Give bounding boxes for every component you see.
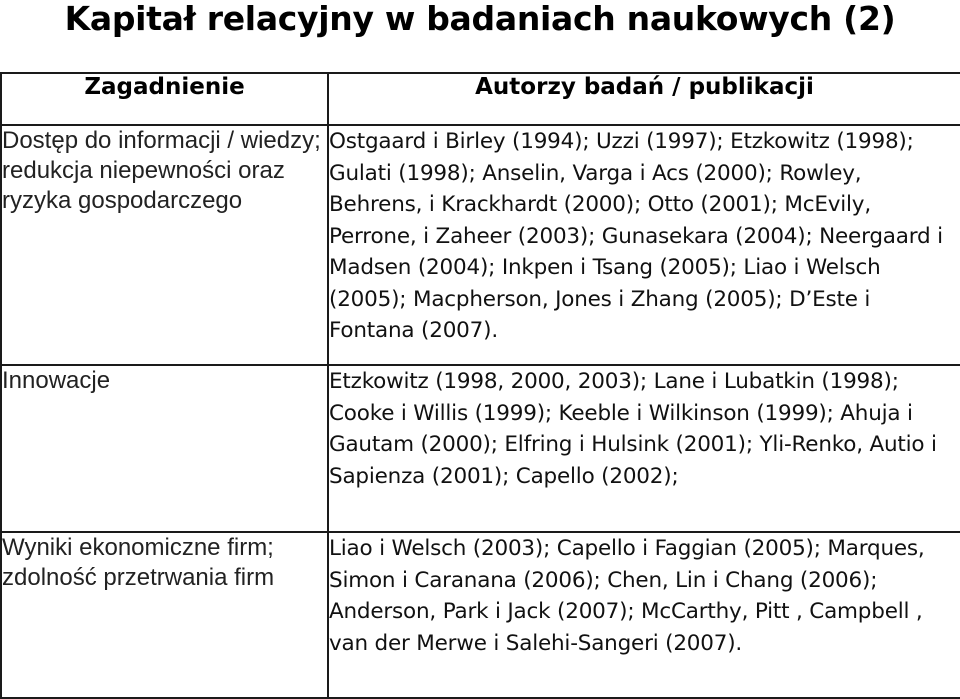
header-authors: Autorzy badań / publikacji bbox=[328, 73, 960, 125]
topic-cell: Dostęp do informacji / wiedzy; redukcja niepewności oraz ryzyka gospodarczego bbox=[1, 125, 328, 365]
topic-cell: Innowacje bbox=[1, 365, 328, 532]
authors-cell: Etzkowitz (1998, 2000, 2003); Lane i Lubatkin (1998); Cooke i Willis (1999); Keeble i Wilkinson (1999); Ahuja i Gautam (2000); Elfring i Hulsink (2001); Yli-Renko, Autio i Sapienza (2001); Capello (2002); bbox=[328, 365, 960, 532]
table-row bbox=[1, 365, 960, 532]
authors-cell: Ostgaard i Birley (1994); Uzzi (1997); Etzkowitz (1998); Gulati (1998); Anselin, Varga i Acs (2000); Rowley, Behrens, i Krackhardt (2000); Otto (2001); McEvily, Perrone, i Zaheer (2003); Gunasekara (2004); Neergaard i Madsen (2004); Inkpen i Tsang (2005); Liao i Welsch (2005); Macpherson, Jones i Zhang (2005); D’Este i Fontana (2007). bbox=[328, 125, 960, 365]
table-header-row bbox=[1, 73, 960, 125]
authors-cell: Liao i Welsch (2003); Capello i Faggian (2005); Marques, Simon i Caranana (2006); Chen, Lin i Chang (2006); Anderson, Park i Jack (2007); McCarthy, Pitt , Campbell , van der Merwe i Salehi-Sangeri (2007). bbox=[328, 532, 960, 698]
header-topic: Zagadnienie bbox=[1, 73, 328, 125]
table-row bbox=[1, 125, 960, 365]
table-row bbox=[1, 532, 960, 698]
page-title: Kapitał relacyjny w badaniach naukowych (2) bbox=[64, 0, 896, 38]
research-table bbox=[0, 72, 960, 699]
topic-cell: Wyniki ekonomiczne firm; zdolność przetrwania firm bbox=[1, 532, 328, 698]
